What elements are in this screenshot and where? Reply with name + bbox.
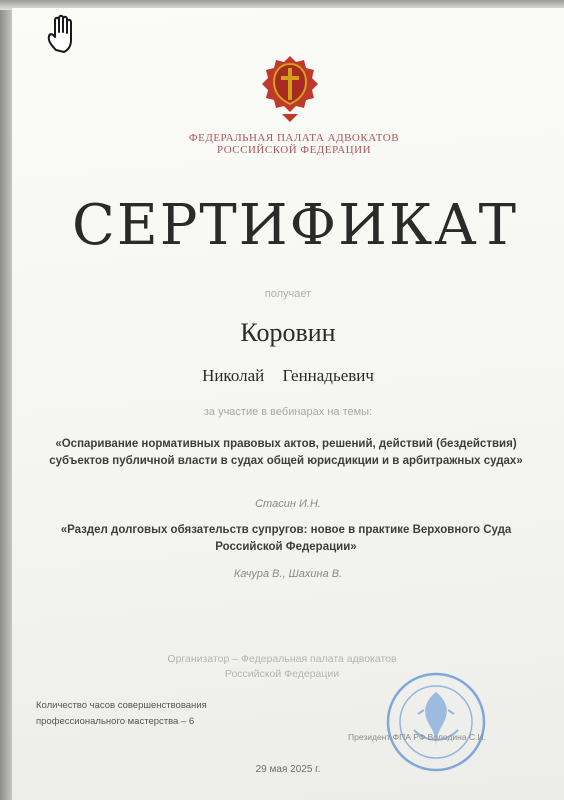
receives-label: получает	[264, 288, 312, 300]
hand-cursor-icon	[40, 10, 88, 58]
fpa-stamp	[384, 670, 488, 774]
webinar-speaker-1: Стасин И.Н.	[255, 498, 321, 510]
webinar-topic-1: «Оспаривание нормативных правовых актов, решений, действий (бездействия) субъектов публичной власти в судах общей юрисдикции и в арбитражных судах»	[49, 438, 523, 467]
organization-name	[162, 132, 426, 156]
participation-label: за участие в вебинарах на темы:	[203, 406, 373, 418]
hours-line-1: Количество часов совершенствования	[36, 700, 207, 711]
organizer-line-1: Организатор – Федеральная палата адвокатов	[167, 653, 397, 665]
certificate-title: СЕРТИФИКАТ	[72, 193, 519, 258]
organizer-line-2: Российской Федерации	[224, 668, 340, 680]
webinar-speaker-2: Качура В., Шахина В.	[233, 568, 343, 580]
recipient-given-names: Николай Геннадьевич	[202, 366, 374, 385]
president-signature-line: Президент ФПА РФ Володина С.И.	[348, 732, 486, 742]
fpa-emblem-icon	[260, 54, 320, 126]
hours-line-2: профессионального мастерства – 6	[36, 716, 195, 727]
recipient-surname: Коровин	[240, 318, 336, 347]
organization-line-2: РОССИЙСКОЙ ФЕДЕРАЦИИ	[216, 144, 372, 156]
training-hours	[36, 698, 296, 730]
certificate-sheet	[12, 8, 564, 800]
organization-line-1: ФЕДЕРАЛЬНАЯ ПАЛАТА АДВОКАТОВ	[188, 132, 400, 144]
issue-date: 29 мая 2025 г.	[255, 764, 321, 775]
webinar-topic-2: «Раздел долговых обязательств супругов: новое в практике Верховного Суда Российской Федерации»	[60, 524, 512, 553]
